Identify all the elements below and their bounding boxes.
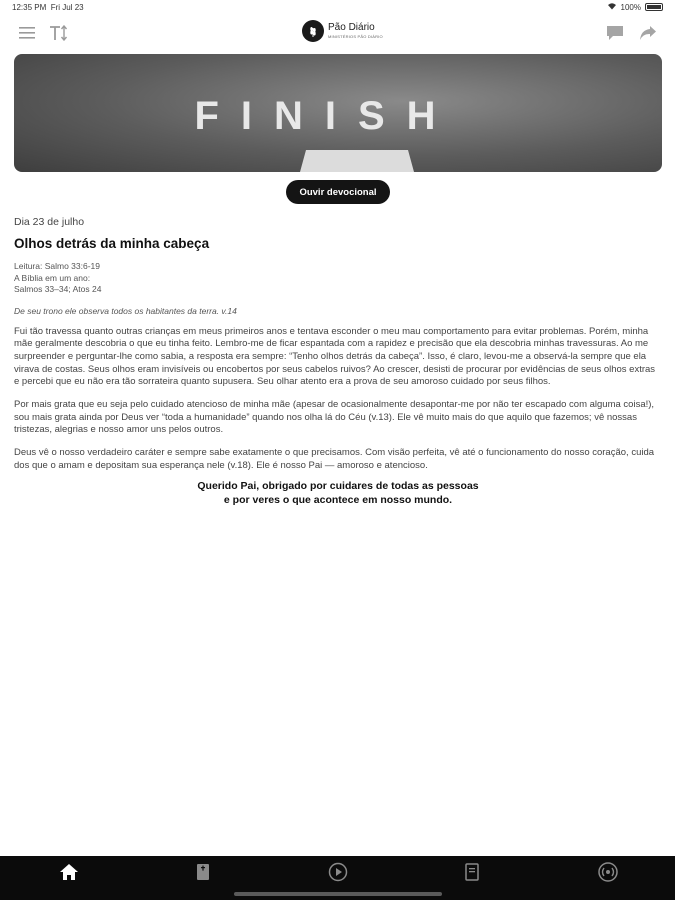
top-toolbar	[0, 14, 675, 52]
logo-subtitle: MINISTÉRIOS PÃO DIÁRIO	[328, 34, 383, 39]
tab-radio[interactable]	[596, 862, 620, 886]
tab-media[interactable]	[326, 862, 350, 886]
devotional-content	[14, 216, 662, 507]
devotional-date: Dia 23 de julho	[14, 216, 85, 228]
reading-reference[interactable]: Leitura: Salmo 33:6-19	[14, 261, 100, 271]
battery-icon	[645, 3, 663, 11]
status-indicators	[607, 2, 663, 12]
devotional-title: Olhos detrás da minha cabeça	[14, 236, 210, 251]
play-icon	[328, 862, 348, 887]
tab-home[interactable]	[57, 862, 81, 886]
hero-finish-text: FINISH	[194, 94, 458, 138]
logo-name: Pão Diário	[328, 22, 375, 33]
tab-library[interactable]	[460, 862, 484, 886]
hero-image	[14, 54, 662, 172]
key-verse: De seu trono ele observa todos os habitantes da terra. v.14	[14, 305, 237, 316]
battery-percent: 100%	[620, 2, 641, 12]
home-indicator	[234, 892, 442, 896]
app-logo	[302, 20, 383, 42]
comment-icon[interactable]	[604, 22, 626, 44]
listen-devotional-button[interactable]: Ouvir devocional	[286, 180, 390, 204]
prayer-line-2: e por veres o que acontece em nosso mundo.	[223, 493, 453, 506]
prayer-line-1: Querido Pai, obrigado por cuidares de todas as pessoas	[197, 479, 479, 492]
bible-year-label: A Bíblia em um ano:	[14, 272, 91, 283]
reading-info	[14, 261, 662, 296]
share-icon[interactable]	[637, 22, 659, 44]
home-icon	[59, 863, 79, 886]
status-time: 12:35 PM Fri Jul 23	[12, 3, 84, 12]
status-bar	[0, 0, 675, 14]
bible-year-reference[interactable]: Salmos 33–34; Atos 24	[14, 284, 102, 294]
text-size-icon[interactable]	[48, 22, 70, 44]
paragraph-1: Fui tão travessa quanto outras crianças em meus primeiros anos e tentava esconder o meu mau comportamento para evitar problemas. Porém, minha mãe geralmente descobria o que eu tinha feito. Lembro-me de ficar espantada com a rapidez e precisão que ela descobria minhas travessuras. Ao me surpreender e perguntar-lhe como sabia, a resposta era sempre: “Tenho olhos detrás da cabeça”. Isso, é claro, levou-me a observá-la sempre que ela virava de costas. Seus olhos eram invisíveis ou encobertos por seus cabelos ruivos? Ao crescer, desisti de procurar por evidências de seus olhos extras e percebi que eu não era tão sorrateira quanto supusera. Seu olhar atento era a prova de seu amoroso cuidado por seus filhos.	[14, 325, 656, 388]
prayer	[14, 479, 662, 507]
library-icon	[464, 863, 480, 886]
tab-bible[interactable]	[191, 862, 215, 886]
wheat-logo-icon	[302, 20, 324, 42]
broadcast-icon	[597, 862, 619, 887]
wifi-icon	[607, 2, 617, 12]
paragraph-2: Por mais grata que eu seja pelo cuidado atencioso de minha mãe (apesar de ocasionalmente desapontar-me por não ter escapado com alguma coisa!), sou mais grata ainda por Deus ver “toda a humanidade” quando nos olha lá do Céu (v.13). Ele vê muito mais do que aquilo que fazemos; vê nossas tristezas, alegrias e nosso amor uns pelos outros.	[14, 399, 655, 436]
hamburger-menu-icon[interactable]	[16, 22, 38, 44]
paragraph-3: Deus vê o nosso verdadeiro caráter e sempre sabe exatamente o que precisamos. Com visão perfeita, vê até o funcionamento do nosso coração, cuida dos que o amam e depositam sua esperança nele (v.18). Ele é nosso Pai — amoroso e atencioso.	[14, 447, 655, 471]
book-icon	[196, 863, 210, 886]
